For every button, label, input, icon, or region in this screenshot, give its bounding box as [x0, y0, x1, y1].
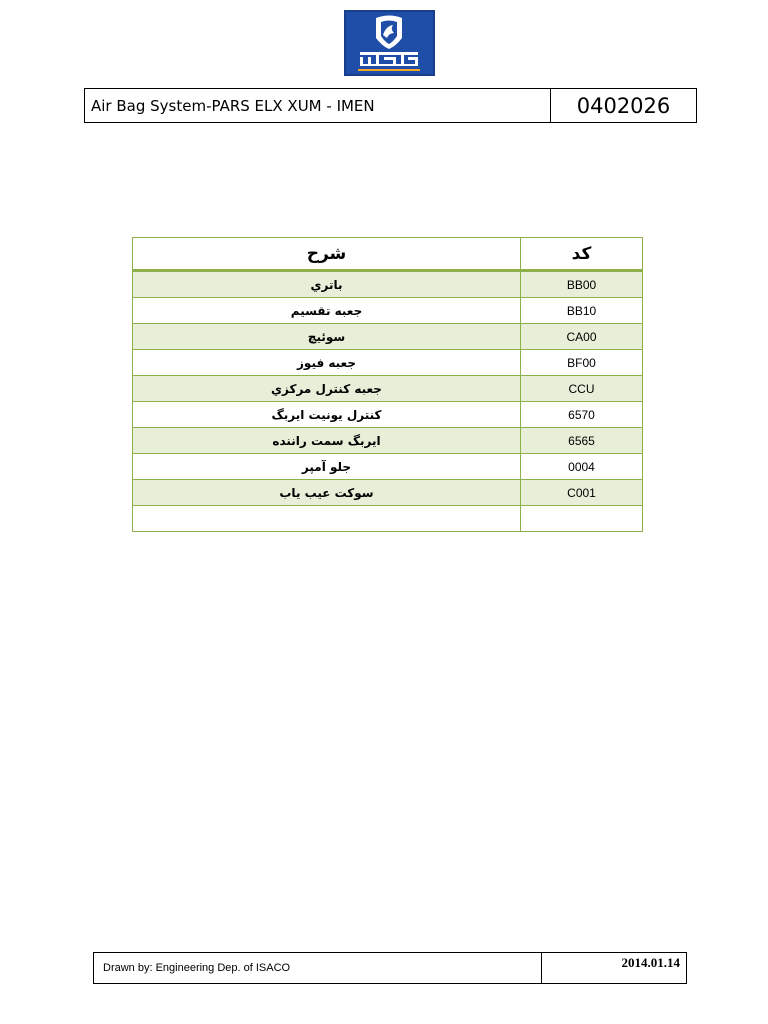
table-row [133, 324, 643, 350]
document-date: 2014.01.14 [621, 955, 680, 970]
row-code: BF00 [521, 350, 643, 376]
row-description: جلو آمپر [133, 454, 521, 480]
row-description: جعبه تقسيم [133, 298, 521, 324]
row-description: سوكت عيب ياب [133, 480, 521, 506]
document-title: Air Bag System-PARS ELX XUM - IMEN [85, 89, 551, 122]
table-row [133, 480, 643, 506]
row-code: C001 [521, 480, 643, 506]
row-description: سوئيچ [133, 324, 521, 350]
table-row [133, 402, 643, 428]
row-code: CCU [521, 376, 643, 402]
row-description: كنترل يونيت ايربگ [133, 402, 521, 428]
row-code: CA00 [521, 324, 643, 350]
row-description [133, 506, 521, 532]
table-row [133, 271, 643, 298]
document-number: 0402026 [576, 93, 671, 118]
table-row [133, 376, 643, 402]
table-row [133, 454, 643, 480]
code-header: کد [521, 238, 643, 271]
row-code: BB00 [521, 271, 643, 298]
row-description: ايربگ سمت راننده [133, 428, 521, 454]
table-row [133, 350, 643, 376]
table-header-row [133, 238, 643, 271]
table-row [133, 506, 643, 532]
table-row [133, 428, 643, 454]
row-code: BB10 [521, 298, 643, 324]
isaco-logo [344, 10, 435, 76]
document-footer [93, 952, 687, 984]
row-code [521, 506, 643, 532]
codes-table [132, 237, 643, 532]
table-row [133, 298, 643, 324]
document-header [84, 88, 697, 123]
logo-mark-icon [346, 12, 433, 74]
row-description: جعبه فيوز [133, 350, 521, 376]
row-description: باتري [133, 271, 521, 298]
row-code: 0004 [521, 454, 643, 480]
row-description: جعبه كنترل مركزي [133, 376, 521, 402]
row-code: 6570 [521, 402, 643, 428]
drawn-by-text: Drawn by: Engineering Dep. of ISACO [94, 953, 542, 983]
description-header: شرح [133, 238, 521, 271]
row-code: 6565 [521, 428, 643, 454]
